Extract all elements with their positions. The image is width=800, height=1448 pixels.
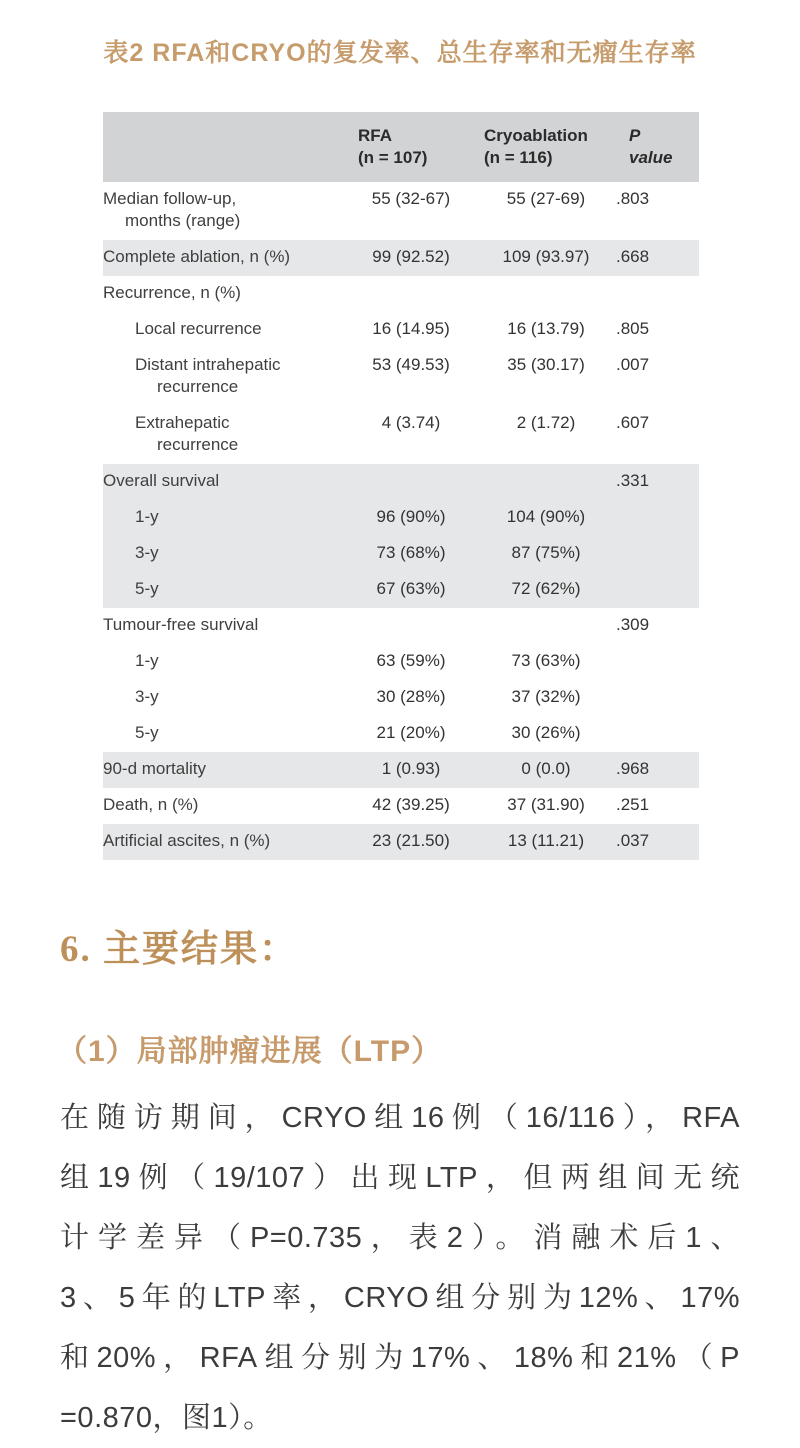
cryo-value-cell: 0 (0.0) bbox=[476, 752, 616, 788]
row-label: 90-d mortality bbox=[103, 759, 206, 778]
row-label: Death, n (%) bbox=[103, 795, 199, 814]
rfa-value-cell: 1 (0.93) bbox=[346, 752, 476, 788]
cryo-value-cell: 73 (63%) bbox=[511, 651, 581, 670]
row-label: 1-y bbox=[135, 651, 159, 670]
row-label-cell bbox=[103, 406, 346, 464]
rfa-value-cell bbox=[346, 464, 476, 500]
table-row bbox=[103, 348, 699, 406]
row-label: Tumour-free survival bbox=[103, 615, 259, 634]
table-row bbox=[103, 276, 699, 312]
row-label-cell bbox=[103, 500, 346, 536]
rfa-value-cell: 53 (49.53) bbox=[372, 355, 450, 374]
row-label: Local recurrence bbox=[135, 319, 262, 338]
body-paragraph bbox=[60, 1088, 740, 1448]
row-label: Complete ablation, n (%) bbox=[103, 247, 291, 266]
body-line: 组19例（19/107）出现LTP，但两组间无统 bbox=[60, 1162, 740, 1194]
header-rfa-name: RFA bbox=[358, 126, 392, 145]
row-label: Overall survival bbox=[103, 471, 220, 490]
table-row bbox=[103, 406, 699, 464]
pvalue-cell: .968 bbox=[616, 752, 699, 788]
pvalue-cell: .007 bbox=[616, 355, 650, 374]
rfa-value-cell: 96 (90%) bbox=[346, 500, 476, 536]
row-label-cell bbox=[103, 788, 346, 824]
rfa-value-cell: 21 (20%) bbox=[376, 723, 446, 742]
table-row bbox=[103, 608, 699, 644]
row-label: Recurrence, n (%) bbox=[103, 283, 241, 302]
cryo-value-cell: 16 (13.79) bbox=[507, 319, 585, 338]
row-label-line2: recurrence bbox=[157, 435, 239, 454]
row-label: Distant intrahepatic bbox=[135, 355, 281, 374]
cryo-value-cell: 55 (27-69) bbox=[506, 189, 586, 208]
body-line: 3、5年的LTP率，CRYO组分别为12%、17% bbox=[60, 1282, 740, 1314]
row-label: 3-y bbox=[135, 687, 159, 706]
table-row bbox=[103, 464, 699, 500]
body-line: 计学差异（P=0.735，表2）。消融术后1、 bbox=[60, 1222, 740, 1254]
pvalue-cell: .803 bbox=[616, 189, 650, 208]
row-label: Artificial ascites, n (%) bbox=[103, 831, 271, 850]
row-label-cell bbox=[103, 276, 346, 312]
cryo-value-cell: 13 (11.21) bbox=[476, 824, 616, 860]
row-label-line2: recurrence bbox=[157, 377, 239, 396]
header-p: P bbox=[629, 126, 641, 145]
header-label-cell bbox=[103, 112, 346, 182]
row-label-cell bbox=[103, 182, 346, 240]
cryo-value-cell: 109 (93.97) bbox=[476, 240, 616, 276]
pvalue-cell: .607 bbox=[616, 413, 650, 432]
header-cryo-name: Cryoablation bbox=[484, 126, 588, 145]
header-rfa-n: (n = 107) bbox=[358, 148, 428, 167]
header-pvalue-cell bbox=[616, 112, 699, 182]
header-value: value bbox=[629, 148, 673, 167]
table-row bbox=[103, 680, 699, 716]
table-row bbox=[103, 182, 699, 240]
header-rfa-cell bbox=[346, 112, 476, 182]
row-label-cell bbox=[103, 752, 346, 788]
row-label-cell bbox=[103, 716, 346, 752]
rfa-value-cell: 4 (3.74) bbox=[381, 413, 441, 432]
table-row bbox=[103, 824, 699, 860]
row-label: 5-y bbox=[135, 723, 159, 742]
pvalue-cell: .309 bbox=[616, 615, 650, 634]
pvalue-cell bbox=[616, 500, 699, 536]
rfa-value-cell: 63 (59%) bbox=[376, 651, 446, 670]
cryo-value-cell: 2 (1.72) bbox=[516, 413, 576, 432]
row-label: Median follow-up, bbox=[103, 189, 237, 208]
table-header-row bbox=[103, 112, 699, 182]
row-label-line2: months (range) bbox=[125, 211, 241, 230]
row-label-cell bbox=[103, 464, 346, 500]
table-header bbox=[103, 112, 699, 182]
cryo-value-cell: 35 (30.17) bbox=[507, 355, 585, 374]
results-table-container bbox=[103, 112, 699, 860]
row-label: 5-y bbox=[135, 579, 159, 598]
cryo-value-cell: 72 (62%) bbox=[476, 572, 616, 608]
row-label-cell bbox=[103, 572, 346, 608]
rfa-value-cell bbox=[346, 276, 476, 312]
pvalue-cell bbox=[616, 276, 699, 312]
rfa-value-cell: 99 (92.52) bbox=[346, 240, 476, 276]
pvalue-cell: .668 bbox=[616, 240, 699, 276]
cryo-value-cell: 104 (90%) bbox=[476, 500, 616, 536]
cryo-value-cell: 37 (31.90) bbox=[507, 795, 585, 814]
pvalue-cell bbox=[616, 644, 699, 680]
rfa-value-cell: 67 (63%) bbox=[346, 572, 476, 608]
cryo-value-cell bbox=[476, 608, 616, 644]
pvalue-cell bbox=[616, 680, 699, 716]
row-label: 1-y bbox=[135, 507, 159, 526]
table-row bbox=[103, 240, 699, 276]
pvalue-cell bbox=[616, 716, 699, 752]
row-label-cell bbox=[103, 680, 346, 716]
cryo-value-cell bbox=[476, 276, 616, 312]
row-label-cell bbox=[103, 644, 346, 680]
table-row bbox=[103, 572, 699, 608]
pvalue-cell: .331 bbox=[616, 464, 699, 500]
results-table bbox=[103, 112, 699, 860]
rfa-value-cell: 23 (21.50) bbox=[346, 824, 476, 860]
rfa-value-cell: 42 (39.25) bbox=[372, 795, 450, 814]
pvalue-cell: .251 bbox=[616, 795, 650, 814]
table-row bbox=[103, 536, 699, 572]
table-row bbox=[103, 644, 699, 680]
row-label-cell bbox=[103, 240, 346, 276]
cryo-value-cell bbox=[476, 464, 616, 500]
header-cryo-cell bbox=[476, 112, 616, 182]
rfa-value-cell: 73 (68%) bbox=[346, 536, 476, 572]
row-label-cell bbox=[103, 536, 346, 572]
table-row bbox=[103, 312, 699, 348]
table-row bbox=[103, 788, 699, 824]
header-cryo-n: (n = 116) bbox=[484, 148, 553, 167]
subsection-heading-ltp: （1）局部肿瘤进展（LTP） bbox=[57, 1035, 443, 1068]
row-label-cell bbox=[103, 824, 346, 860]
table-title: 表2 RFA和CRYO的复发率、总生存率和无瘤生存率 bbox=[103, 39, 697, 67]
rfa-value-cell: 30 (28%) bbox=[376, 687, 446, 706]
row-label-cell bbox=[103, 608, 346, 644]
cryo-value-cell: 37 (32%) bbox=[511, 687, 581, 706]
table-row bbox=[103, 716, 699, 752]
table-row bbox=[103, 500, 699, 536]
pvalue-cell bbox=[616, 536, 699, 572]
row-label-cell bbox=[103, 348, 346, 406]
cryo-value-cell: 30 (26%) bbox=[511, 723, 581, 742]
row-label: 3-y bbox=[135, 543, 159, 562]
cryo-value-cell: 87 (75%) bbox=[476, 536, 616, 572]
rfa-value-cell bbox=[346, 608, 476, 644]
rfa-value-cell: 16 (14.95) bbox=[372, 319, 450, 338]
table-body bbox=[103, 182, 699, 860]
pvalue-cell: .805 bbox=[616, 319, 650, 338]
rfa-value-cell: 55 (32-67) bbox=[371, 189, 451, 208]
row-label: Extrahepatic bbox=[135, 413, 230, 432]
pvalue-cell: .037 bbox=[616, 824, 699, 860]
row-label-cell bbox=[103, 312, 346, 348]
body-line: =0.870，图1）。 bbox=[60, 1402, 273, 1434]
body-line: 在随访期间，CRYO组16例（16/116），RFA bbox=[60, 1102, 740, 1134]
section-heading-main-results: 6. 主要结果： bbox=[60, 929, 298, 970]
body-line: 和20%，RFA组分别为17%、18%和21%（P bbox=[60, 1342, 740, 1374]
pvalue-cell bbox=[616, 572, 699, 608]
table-row bbox=[103, 752, 699, 788]
